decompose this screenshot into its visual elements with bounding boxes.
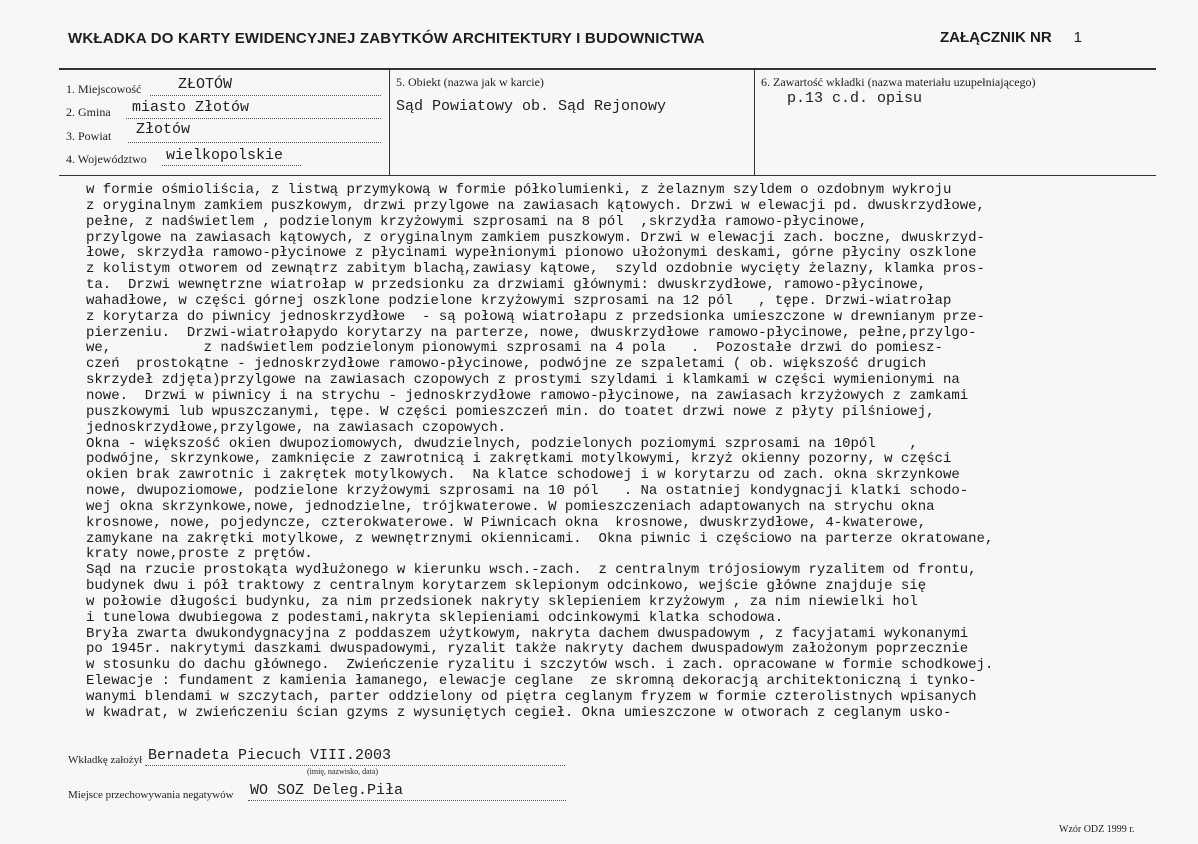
annex-label-text: ZAŁĄCZNIK NR xyxy=(940,29,1052,46)
annex-number: 1 xyxy=(1073,29,1082,46)
text-line: czeń prostokątne - jednoskrzydłowe ramowo-płycinowe, podwójne ze szpaletami ( ob. większość drugich xyxy=(86,356,927,373)
text-line: podwójne, skrzynkowe, zamknięcie z zawrotnicą i zakrętkami motylkowymi, krzyż okienny pozorny, w części xyxy=(86,451,952,468)
powiat-label: 3. Powiat xyxy=(66,129,112,143)
form-title: WKŁADKA DO KARTY EWIDENCYJNEJ ZABYTKÓW ARCHITEKTURY I BUDOWNICTWA xyxy=(68,30,705,47)
text-line: kraty nowe,proste z prętów. xyxy=(86,546,313,563)
text-line: nowe, dwupoziomowe, podzielone krzyżowymi szprosami na 10 pól . Na ostatniej kondygnacji klatki schodo- xyxy=(86,483,969,500)
wojewodztwo-value: wielkopolskie xyxy=(166,147,284,164)
zawartosc-label: 6. Zawartość wkładki (nazwa materiału uzupełniającego) xyxy=(761,75,1036,89)
miejscowosc-row xyxy=(66,78,381,98)
annex-label xyxy=(940,29,1082,46)
text-line: okien brak zawrotnic i zakrętek motylkowych. Na klatce schodowej i w korytarzu od zach. okna skrzynkowe xyxy=(86,467,960,484)
dotted-line xyxy=(248,800,566,801)
form-version: Wzór ODZ 1999 r. xyxy=(1059,824,1135,835)
text-line: łowe, skrzydła ramowo-płycinowe z płycinami wypełnionymi pionowo ułożonymi deskami, górne płyciny oszklone xyxy=(86,245,977,262)
negatives-value: WO SOZ Deleg.Piła xyxy=(250,782,404,799)
wojewodztwo-label: 4. Województwo xyxy=(66,152,147,166)
object-column xyxy=(389,70,754,175)
text-line: w kwadrat, w zwieńczeniu ścian gzyms z wysuniętych cegieł. Okna umieszczone w otworach z ceglanym usko- xyxy=(86,704,952,721)
text-line: ta. Drzwi wewnętrzne wiatrołap w przedsionku za drzwiami głównymi: dwuskrzydłowe, ramowo-płycinowe, xyxy=(86,277,927,294)
dotted-line xyxy=(126,118,381,119)
text-line: z kolistym otworem od zewnątrz zabitym blachą,zawiasy kątowe, szyld ozdobnie wycięty żelazny, klamka pros- xyxy=(86,261,985,278)
text-line: w formie ośmioliścia, z listwą przymykową w formie półkolumienki, z żelaznym szyldem o ozdobnym wykroju xyxy=(86,182,952,198)
content-column xyxy=(754,70,1156,175)
text-line: krosnowe, nowe, pojedyncze, czterokwaterowe. W Piwnicach okna krosnowe, dwuskrzydłowe, 4-kwaterowe, xyxy=(86,514,927,531)
obiekt-label: 5. Obiekt (nazwa jak w karcie) xyxy=(396,75,544,89)
text-line: Elewacje : fundament z kamienia łamanego, elewacje ceglane ze skromną dekoracją architektoniczną i tynko- xyxy=(86,673,977,690)
gmina-row xyxy=(66,101,381,121)
text-line: zamykane na zakrętki motylkowe, z wewnętrznymi okiennicami. Okna piwnic i częściowo na parterze okratowane, xyxy=(86,530,994,547)
powiat-value: Złotów xyxy=(136,121,191,138)
text-line: we, z nadświetlem podzielonym pionowymi szprosami na 4 pola . Pozostałe drzwi do pomiesz- xyxy=(86,340,943,357)
text-line: skrzydeł zdjęta)przylgowe na zawiasach czopowych z prostymi szyldami i klamkami w części wymienionymi na xyxy=(86,372,960,389)
dotted-line xyxy=(150,95,381,96)
text-line: Bryła zwarta dwukondygnacyjna z poddaszem użytkowym, nakryta dachem dwuspadowym , z facyjatami wykonanymi xyxy=(86,625,969,642)
location-column xyxy=(59,70,389,175)
text-line: budynek dwu i pół traktowy z centralnym korytarzem sklepionym odcinkowo, wejście główne znajduje się xyxy=(86,578,927,595)
dotted-line xyxy=(128,142,381,143)
text-line: Okna - większość okien dwupoziomowych, dwudzielnych, podzielonych poziomymi szprosami na 10pól , xyxy=(86,435,918,452)
description-text xyxy=(86,183,1166,722)
text-line: w połowie długości budynku, za nim przedsionek nakryty sklepieniem krzyżowym , za nim niewielki hol xyxy=(86,593,918,610)
gmina-value: miasto Złotów xyxy=(132,99,250,116)
text-line: przylgowe na zawiasach kątowych, z oryginalnym zamkiem puszkowym. Drzwi w elewacji zach. boczne, dwuskrzyd- xyxy=(86,229,985,246)
wojewodztwo-row xyxy=(66,148,381,168)
text-line: z oryginalnym zamkiem puszkowym, drzwi przylgowe na zawiasach kątowych. Drzwi w elewacji pd. dwuskrzydłowe, xyxy=(86,197,985,214)
obiekt-value: Sąd Powiatowy ob. Sąd Rejonowy xyxy=(396,98,667,115)
text-line: w stosunku do dachu głównego. Zwieńczenie ryzalitu i szczytów wsch. i zach. opracowane w formie schodkowej. xyxy=(86,657,994,674)
text-line: pełne, z nadświetlem , podzielonym krzyżowymi szprosami na 8 pól ,skrzydła ramowo-płycinowe, xyxy=(86,213,868,230)
text-line: jednoskrzydłowe,przylgowe, na zawiasach czopowych. xyxy=(86,419,507,436)
powiat-row xyxy=(66,121,381,145)
text-line: wej okna skrzynkowe,nowe, jednodzielne, trójkwaterowe. W pomieszczeniach adaptowanych na strychu okna xyxy=(86,498,935,515)
text-line: z korytarza do piwnicy jednoskrzydłowe - są połową wiatrołapu z przedsionka umieszczone w drewnianym prze- xyxy=(86,308,985,325)
dotted-line xyxy=(162,165,301,166)
founder-label: Wkładkę założył xyxy=(68,754,143,766)
text-line: Sąd na rzucie prostokąta wydłużonego w kierunku wsch.-zach. z centralnym trójosiowym ryzalitem od frontu, xyxy=(86,562,977,579)
founder-caption: (imię, nazwisko, data) xyxy=(307,767,379,776)
text-line: wanymi blendami w szczytach, parter oddzielony od piętra ceglanym fryzem w formie czterolistnych wpisanych xyxy=(86,689,977,705)
text-line: wahadłowe, w części górnej oszklone podzielone krzyżowymi szprosami na 12 pól , tępe. Drzwi-wiatrołap xyxy=(86,292,952,309)
miejscowosc-value: ZŁOTÓW xyxy=(178,76,233,93)
text-line: pierzeniu. Drzwi-wiatrołapydo korytarzy na parterze, nowe, dwuskrzydłowe ramowo-płycinowe, pełne,przylgo- xyxy=(86,324,977,341)
dotted-line xyxy=(145,765,565,766)
text-line: po 1945r. nakrytymi daszkami dwuspadowymi, ryzalit także nakryty dachem dwuspadowym założonym poprzecznie xyxy=(86,641,969,658)
text-line: i tunelowa dwubiegowa z podestami,nakryta sklepieniami odcinkowymi klatka schodowa. xyxy=(86,609,784,626)
miejscowosc-label: 1. Miejscowość xyxy=(66,82,142,96)
text-line: nowe. Drzwi w piwnicy i na strychu - jednoskrzydłowe ramowo-płycinowe, na zawiasach krzyżowych z zamkami xyxy=(86,387,969,404)
negatives-label: Miejsce przechowywania negatywów xyxy=(68,789,234,801)
header-fields-frame xyxy=(59,68,1156,176)
zawartosc-value: p.13 c.d. opisu xyxy=(787,90,923,107)
founder-value: Bernadeta Piecuch VIII.2003 xyxy=(148,747,392,764)
gmina-label: 2. Gmina xyxy=(66,105,111,119)
text-line: puszkowymi lub wpuszczanymi, tępe. W części pomieszczeń min. do toatet drzwi nowe z płyty pilśniowej, xyxy=(86,403,935,420)
